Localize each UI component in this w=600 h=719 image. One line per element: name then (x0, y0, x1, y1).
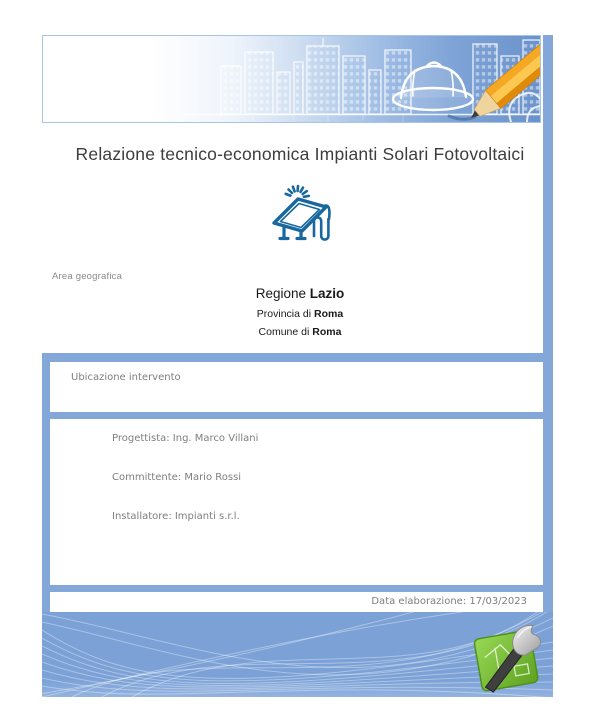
comune-prefix: Comune di (258, 326, 313, 338)
regione-prefix: Regione (255, 286, 310, 301)
construction-header-banner (42, 35, 541, 123)
comune-line (0, 326, 600, 338)
provincia-line (0, 308, 600, 320)
date-box (50, 592, 543, 612)
skyline-pencil-illustration (43, 36, 540, 122)
parties-box (50, 419, 543, 585)
provincia-value: Roma (314, 308, 344, 320)
comune-value: Roma (312, 326, 342, 338)
solar-panel-icon (268, 183, 332, 241)
installatore-line: Installatore: Impianti s.r.l. (112, 511, 240, 522)
sun-rays-icon (286, 186, 309, 197)
pencil-stroke (449, 116, 475, 119)
ubicazione-label: Ubicazione intervento (71, 372, 181, 383)
progettista-line: Progettista: Ing. Marco Villani (112, 433, 259, 444)
hammer-blueprint-icon (466, 616, 544, 696)
regione-value: Lazio (309, 286, 345, 301)
data-elaborazione-label: Data elaborazione: 17/03/2023 (371, 596, 527, 607)
area-geografica-label: Area geografica (52, 271, 123, 282)
page-title: Relazione tecnico-economica Impianti Solari Fotovoltaici (75, 144, 525, 164)
reflection-lines (253, 115, 403, 122)
committente-line: Committente: Mario Rossi (112, 472, 242, 483)
ubicazione-box (50, 362, 543, 412)
waves-footer-banner (42, 612, 553, 697)
info-panel (42, 353, 553, 612)
provincia-prefix: Provincia di (256, 308, 314, 320)
regione-line (0, 286, 600, 301)
